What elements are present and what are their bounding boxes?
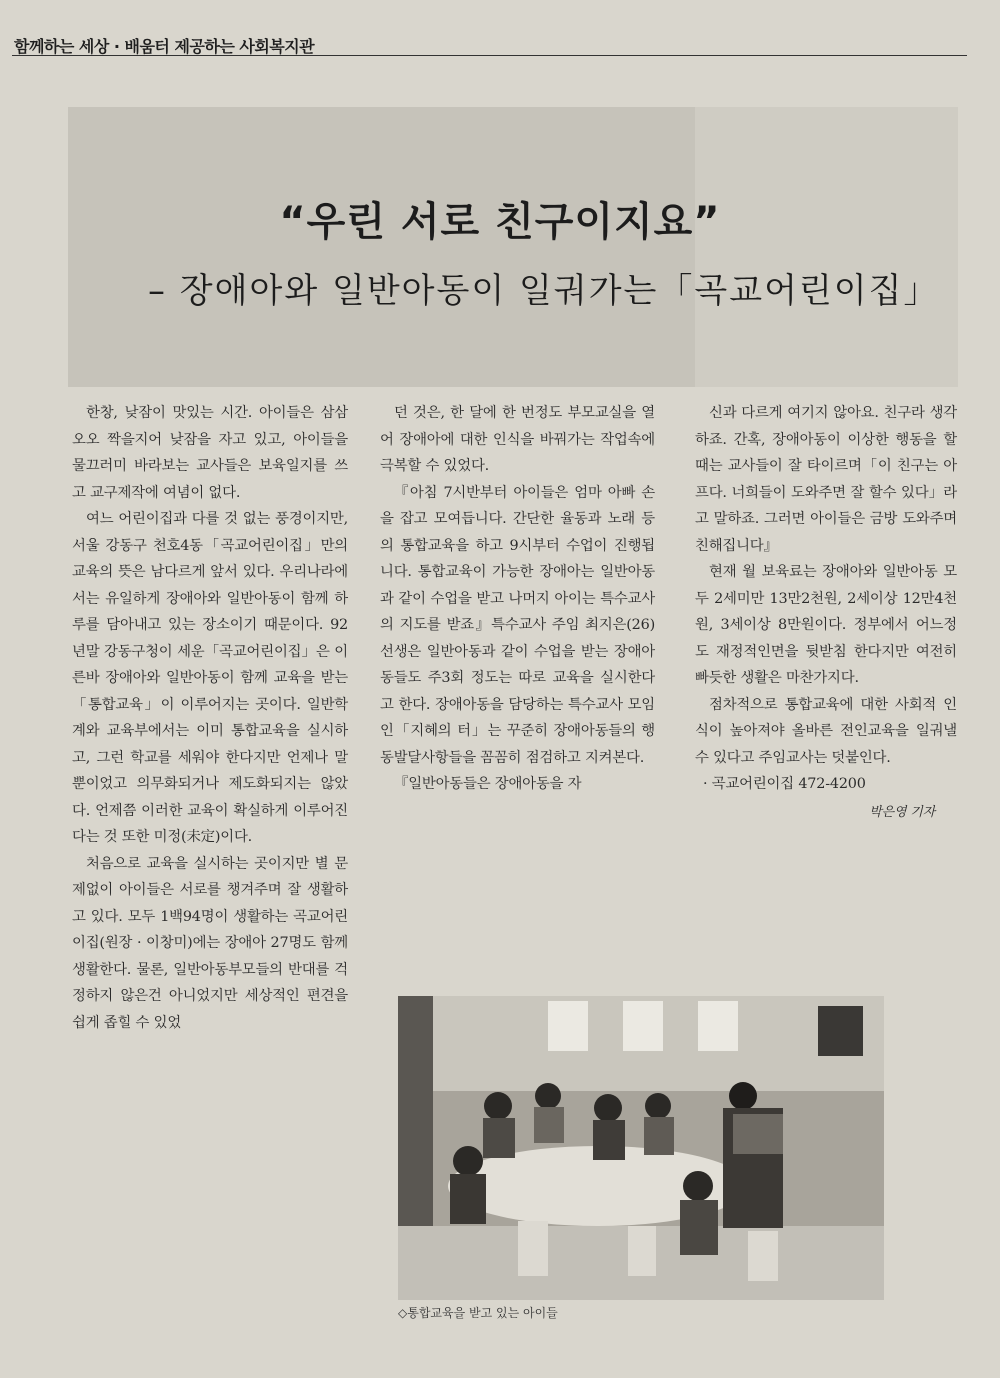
- paragraph: 처음으로 교육을 실시하는 곳이지만 별 문제없이 아이들은 서로를 챙겨주며 잘 생활하고 있다. 모두 1백94명이 생활하는 곡교어린이집(원장 · 이창미)에는 장애아 27명도 함께 생활한다. 물론, 일반아동부모들의 반대를 걱정하지 않은건 아니었지만 세상적인 편견을 쉽게 좁힐 수 있었: [72, 855, 348, 1031]
- contact-info: · 곡교어린이집 472-4200: [703, 776, 866, 792]
- article-photo: [398, 996, 884, 1300]
- paragraph: 현재 월 보육료는 장애아와 일반아동 모두 2세미만 13만2천원, 2세이상 12만4천원, 3세이상 8만원이다. 정부에서 어느정도 재정적인면을 뒷받침 한다지만 여전히 빠듯한 생활은 마찬가지다.: [695, 564, 957, 686]
- running-header: 함께하는 세상 · 배움터 제공하는 사회복지관: [14, 37, 315, 56]
- title-background-panel-right: [695, 107, 958, 387]
- article-column-2: [380, 400, 655, 798]
- article-title: “우린 서로 친구이지요”: [279, 199, 721, 245]
- article-subtitle: – 장애아와 일반아동이 일궈가는「곡교어린이집」: [148, 271, 940, 311]
- photo-caption: ◇통합교육을 받고 있는 아이들: [398, 1306, 558, 1320]
- article-column-3: [695, 400, 957, 826]
- paragraph: 한창, 낮잠이 맛있는 시간. 아이들은 삼삼오오 짝을지어 낮잠을 자고 있고, 아이들을 물끄러미 바라보는 교사들은 보육일지를 쓰고 교구제작에 여념이 없다.: [72, 405, 348, 501]
- article-column-1: [72, 400, 348, 1036]
- paragraph: 여느 어린이집과 다를 것 없는 풍경이지만, 서울 강동구 천호4동「곡교어린이집」만의 교육의 뜻은 남다르게 앞서 있다. 우리나라에서는 유일하게 장애아와 일반아동이 함께 하루를 담아내고 있는 장소이기 때문이다. 92년말 강동구청이 세운「곡교어린이집」은 이른바 장애아와 일반아동이 함께 교육을 받는「통합교육」이 이루어지는 곳이다. 일반학계와 교육부에서는 이미 통합교육을 실시하고, 그런 학교를 세워야 한다지만 언제나 말 뿐이었고 의무화되거나 제도화되지는 않았다. 언제쯤 이러한 교육이 확실하게 이루어진다는 것 또한 미정(未定)이다.: [72, 511, 348, 845]
- byline: 박은영 기자: [869, 804, 935, 820]
- header-rule: [12, 55, 967, 56]
- classroom-photo-illustration: [398, 996, 884, 1300]
- paragraph: 신과 다르게 여기지 않아요. 친구라 생각하죠. 간혹, 장애아동이 이상한 행동을 할 때는 교사들이 잘 타이르며「이 친구는 아프다. 너희들이 도와주면 잘 할수 있다」라고 말하죠. 그러면 아이들은 금방 도와주며 친해집니다』: [695, 405, 957, 554]
- paragraph: 『아침 7시반부터 아이들은 엄마 아빠 손을 잡고 모여듭니다. 간단한 율동과 노래 등의 통합교육을 하고 9시부터 수업이 진행됩니다. 통합교육이 가능한 장애아는 일반아동과 같이 수업을 받고 나머지 아이는 특수교사의 지도를 받죠』특수교사 주임 최지은(26) 선생은 일반아동과 같이 수업을 받는 장애아동들도 주3회 정도는 따로 교육을 실시한다고 한다. 장애아동을 담당하는 특수교사 모임인「지혜의 터」는 꾸준히 장애아동들의 행동발달사항들을 꼼꼼히 점검하고 지켜본다.: [380, 484, 655, 766]
- paragraph: 던 것은, 한 달에 한 번정도 부모교실을 열어 장애아에 대한 인식을 바꿔가는 작업속에 극복할 수 있었다.: [380, 405, 655, 474]
- paragraph: 『일반아동들은 장애아동을 자: [394, 776, 582, 792]
- paragraph: 점차적으로 통합교육에 대한 사회적 인식이 높아져야 올바른 전인교육을 일궈낼 수 있다고 주임교사는 덧붙인다.: [695, 696, 957, 766]
